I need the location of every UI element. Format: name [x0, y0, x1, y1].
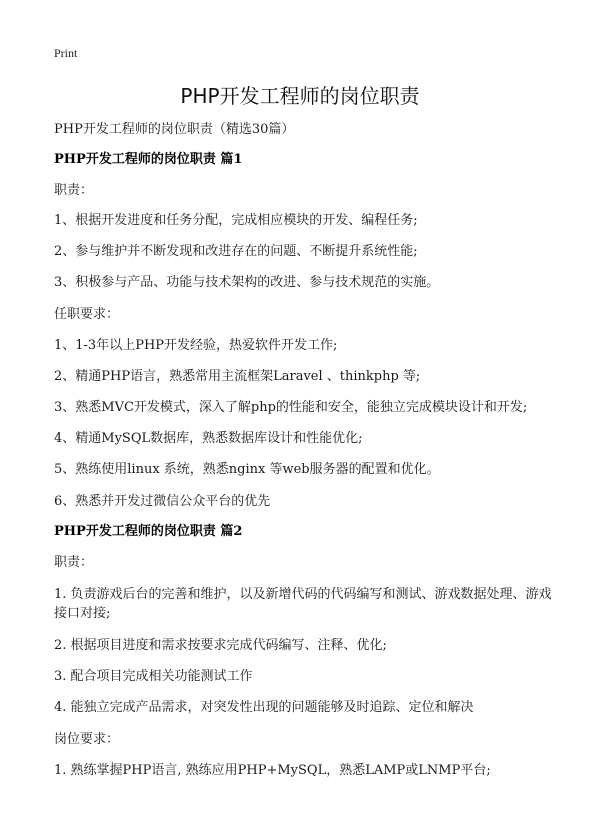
section1-heading: PHP开发工程师的岗位职责 篇1 [54, 152, 243, 167]
section1-requirement-item: 6、熟悉并开发过微信公众平台的优先 [54, 494, 271, 509]
document-title: PHP开发工程师的岗位职责 [180, 84, 420, 108]
section2-duty-item: 3. 配合项目完成相关功能测试工作 [54, 669, 253, 684]
section1-requirement-item: 2、精通PHP语言，熟悉常用主流框架Laravel 、thinkphp 等; [54, 369, 421, 384]
document-subtitle: PHP开发工程师的岗位职责（精选30篇） [54, 122, 295, 137]
section2-duty-item: 1. 负责游戏后台的完善和维护，以及新增代码的代码编写和测试、游戏数据处理、游戏接口对接; [54, 587, 552, 621]
section1-duty-item: 1、根据开发进度和任务分配，完成相应模块的开发、编程任务; [54, 213, 418, 228]
section2-duty-item: 2. 根据项目进度和需求按要求完成代码编写、注释、优化; [54, 638, 387, 653]
section1-requirements-label: 任职要求： [54, 307, 120, 322]
section2-requirements-label: 岗位要求： [54, 732, 120, 747]
section1-duties-label: 职责： [54, 183, 94, 198]
section1-requirement-item: 3、熟悉MVC开发模式，深入了解php的性能和安全，能独立完成模块设计和开发; [54, 400, 528, 415]
section2-requirement-item: 1. 熟练掌握PHP语言, 熟练应用PHP+MySQL，熟悉LAMP或LNMP平台; [54, 763, 491, 778]
section2-duty-item: 4. 能独立完成产品需求，对突发性出现的问题能够及时追踪、定位和解决 [54, 700, 474, 715]
section1-requirement-item: 1、1-3年以上PHP开发经验，热爱软件开发工作; [54, 338, 338, 353]
section1-requirement-item: 5、熟练使用linux 系统，熟悉nginx 等web服务器的配置和优化。 [54, 462, 440, 477]
section2-duties-label: 职责： [54, 555, 94, 570]
section1-requirement-item: 4、精通MySQL数据库，熟悉数据库设计和性能优化; [54, 431, 363, 446]
section1-duty-item: 2、参与维护并不断发现和改进存在的问题、不断提升系统性能; [54, 244, 418, 259]
section1-duty-item: 3、积极参与产品、功能与技术架构的改进、参与技术规范的实施。 [54, 275, 440, 290]
section2-heading: PHP开发工程师的岗位职责 篇2 [54, 524, 243, 539]
print-label: Print [54, 46, 78, 60]
